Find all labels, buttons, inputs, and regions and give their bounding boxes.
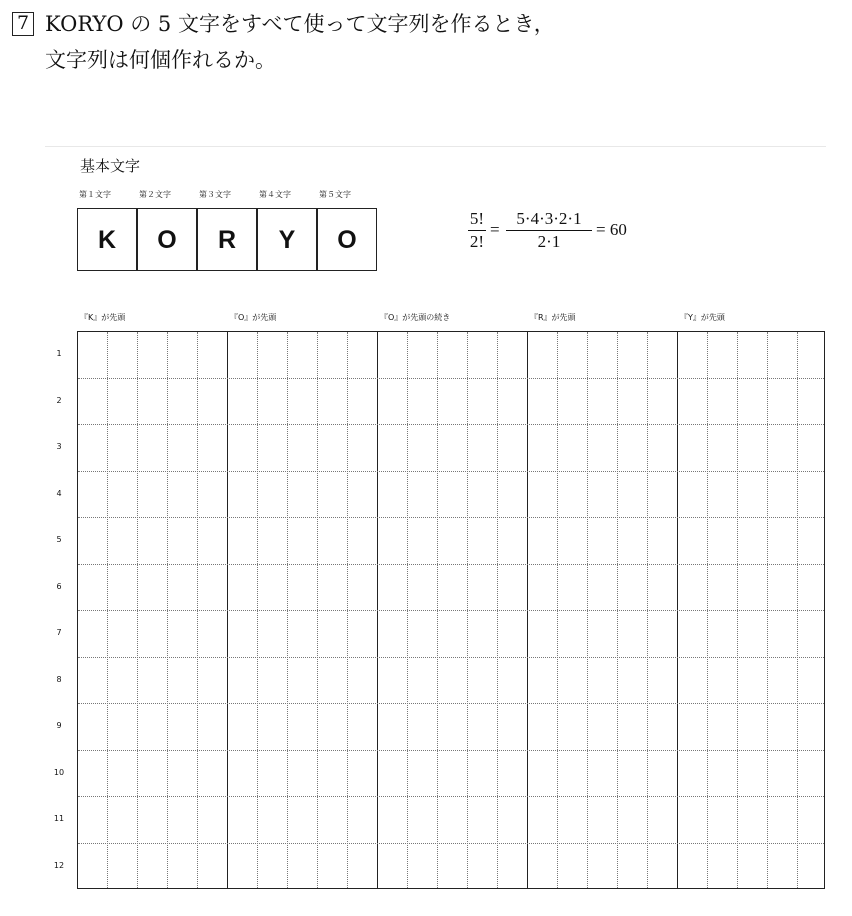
- equals-sign: =: [490, 220, 500, 239]
- answer-grid: [77, 331, 825, 889]
- row-number: 7: [56, 628, 62, 638]
- letter-position-label: 第１文字: [79, 190, 111, 199]
- row-divider: [78, 471, 824, 472]
- row-number: 12: [53, 860, 65, 870]
- column-header: 『K』が先頭: [80, 313, 126, 322]
- column-header: 『R』が先頭: [530, 313, 576, 322]
- letter-position-label: 第５文字: [319, 190, 351, 199]
- question-text-line-1: KORYO の 5 文字をすべて使って文字列を作るとき，: [45, 12, 555, 36]
- worksheet-title: 基本文字: [80, 157, 141, 175]
- letter-box: K: [77, 208, 137, 271]
- row-number: 3: [56, 442, 62, 452]
- letter-box: Y: [257, 208, 317, 271]
- row-number: 6: [56, 581, 62, 591]
- row-number: 10: [53, 767, 65, 777]
- row-number: 11: [53, 814, 65, 824]
- row-divider: [78, 657, 824, 658]
- row-number: 8: [56, 674, 62, 684]
- row-number: 2: [56, 395, 62, 405]
- question-text-line-2: 文字列は何個作れるか。: [45, 48, 276, 72]
- row-number: 9: [56, 721, 62, 731]
- fraction-2-numerator: 5·4·3·2·1: [516, 209, 582, 228]
- column-header: 『O』が先頭の続き: [380, 313, 451, 322]
- fraction-1-denominator: 2!: [469, 232, 485, 251]
- column-header: 『O』が先頭: [230, 313, 277, 322]
- fraction-2-denominator: 2·1: [537, 232, 561, 251]
- row-divider: [78, 564, 824, 565]
- row-divider: [78, 378, 824, 379]
- fraction-2: [506, 209, 592, 252]
- row-divider: [78, 750, 824, 751]
- question-number: 7: [12, 12, 34, 36]
- letter-position-label: 第２文字: [139, 190, 171, 199]
- letter-box: O: [317, 208, 377, 271]
- row-divider: [78, 517, 824, 518]
- letter-box: O: [137, 208, 197, 271]
- fraction-1: [468, 209, 486, 252]
- row-divider: [78, 610, 824, 611]
- row-number: 4: [56, 488, 62, 498]
- row-divider: [78, 424, 824, 425]
- letter-position-label: 第４文字: [259, 190, 291, 199]
- row-divider: [78, 703, 824, 704]
- row-divider: [78, 843, 824, 844]
- fraction-1-numerator: 5!: [469, 209, 485, 228]
- letter-box: R: [197, 208, 257, 271]
- letter-position-label: 第３文字: [199, 190, 231, 199]
- row-divider: [78, 796, 824, 797]
- formula-result: = 60: [596, 220, 627, 239]
- row-number: 1: [56, 349, 62, 359]
- column-header: 『Y』が先頭: [680, 313, 725, 322]
- row-number: 5: [56, 535, 62, 545]
